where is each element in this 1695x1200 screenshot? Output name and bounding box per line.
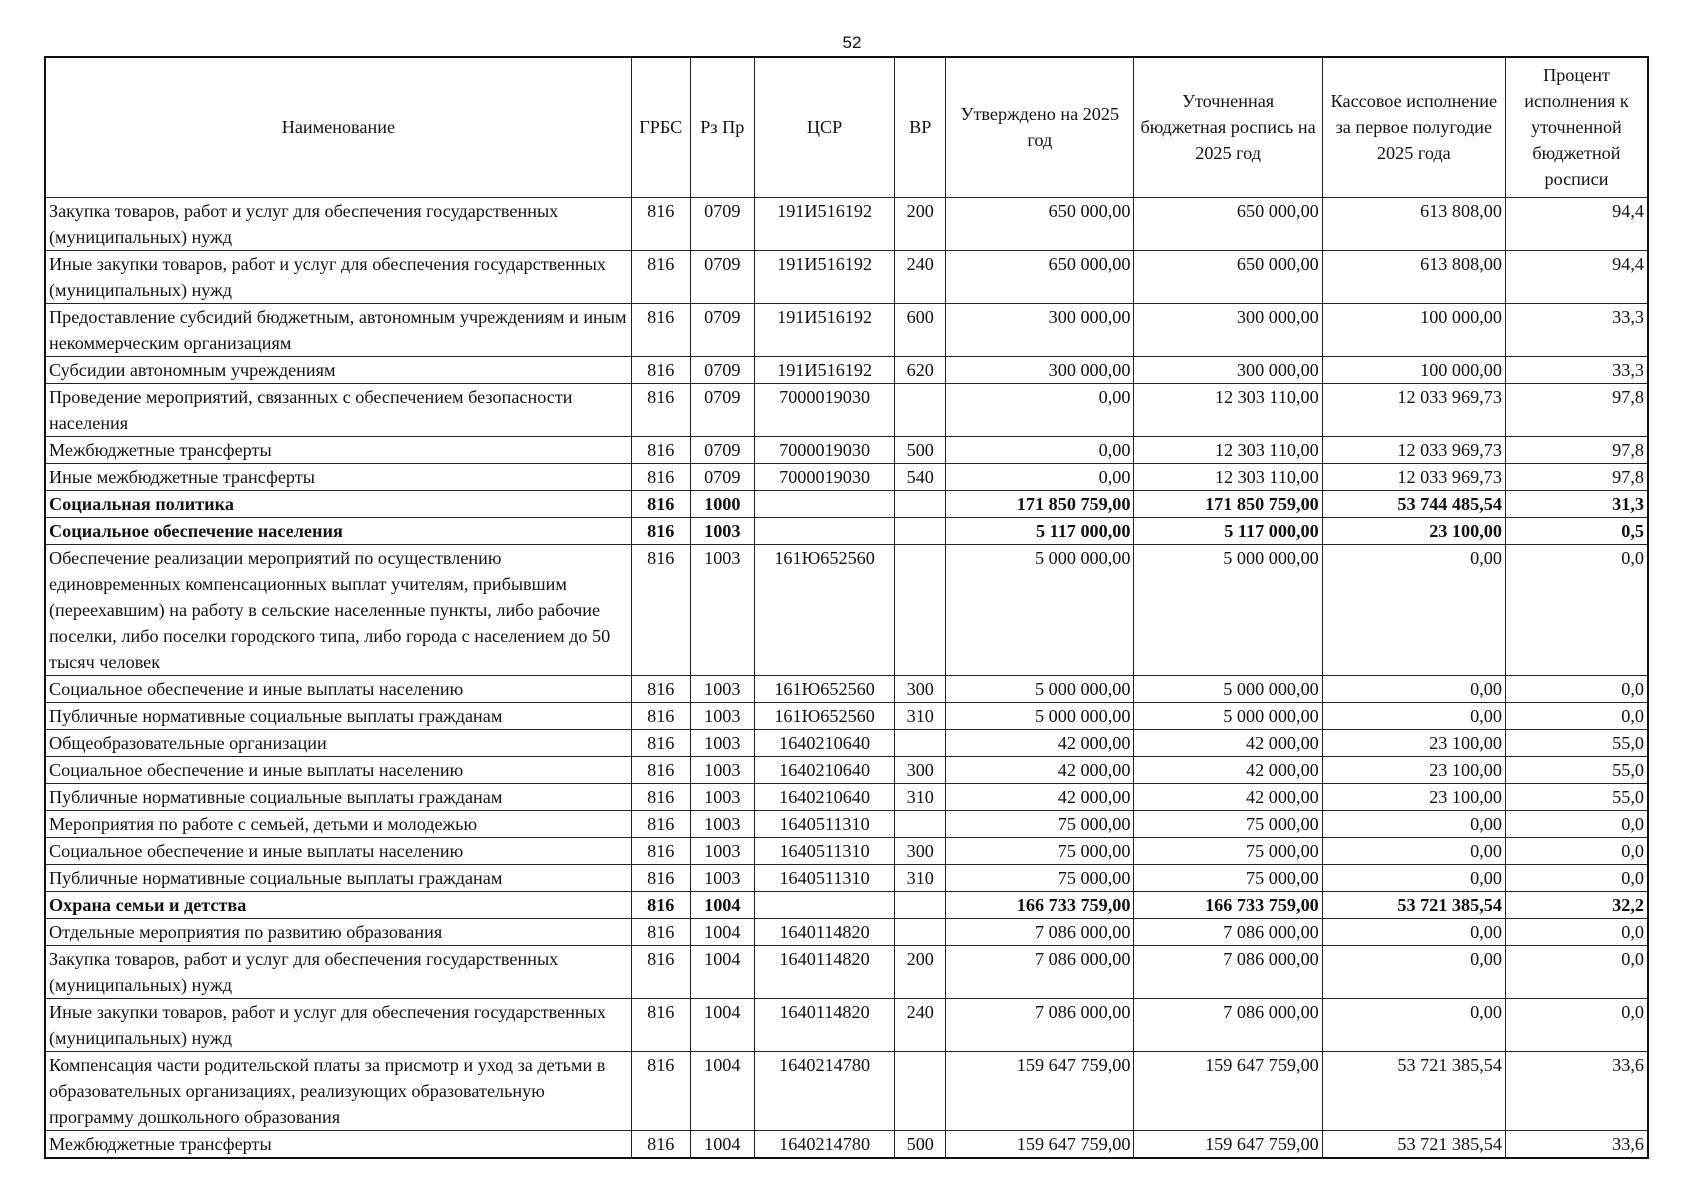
- cell-name: Отдельные мероприятия по развитию образования: [45, 918, 631, 945]
- cell-rzpr: 1003: [690, 864, 754, 891]
- col-header-refined: Уточненная бюджетная роспись на 2025 год: [1134, 57, 1322, 197]
- cell-name: Закупка товаров, работ и услуг для обеспечения государственных (муниципальных) нужд: [45, 945, 631, 998]
- cell-rzpr: 1003: [690, 756, 754, 783]
- cell-rzpr: 1003: [690, 517, 754, 544]
- cell-rzpr: 1003: [690, 702, 754, 729]
- cell-vr: 300: [895, 756, 946, 783]
- cell-percent: 55,0: [1505, 729, 1648, 756]
- cell-approved: 42 000,00: [946, 756, 1134, 783]
- cell-grbs: 816: [631, 436, 690, 463]
- cell-name: Социальное обеспечение и иные выплаты населению: [45, 837, 631, 864]
- table-row: [45, 918, 1648, 945]
- cell-vr: [895, 383, 946, 436]
- cell-percent: 0,0: [1505, 544, 1648, 675]
- cell-percent: 33,6: [1505, 1130, 1648, 1158]
- cell-vr: 600: [895, 303, 946, 356]
- cell-refined: 7 086 000,00: [1134, 918, 1322, 945]
- cell-rzpr: 1004: [690, 1130, 754, 1158]
- cell-approved: 5 117 000,00: [946, 517, 1134, 544]
- cell-refined: 12 303 110,00: [1134, 383, 1322, 436]
- cell-rzpr: 0709: [690, 383, 754, 436]
- cell-percent: 0,0: [1505, 918, 1648, 945]
- cell-csr: 7000019030: [754, 436, 894, 463]
- cell-name: Предоставление субсидий бюджетным, автономным учреждениям и иным некоммерческим организациям: [45, 303, 631, 356]
- cell-approved: 5 000 000,00: [946, 675, 1134, 702]
- cell-grbs: 816: [631, 864, 690, 891]
- cell-name: Обеспечение реализации мероприятий по осуществлению единовременных компенсационных выплат учителям, прибывшим (переехавшим) на работу в сельские населенные пункты, либо рабочие поселки, либо поселки городского типа, либо города с населением до 50 тысяч человек: [45, 544, 631, 675]
- table-row: [45, 490, 1648, 517]
- cell-approved: 42 000,00: [946, 729, 1134, 756]
- cell-rzpr: 0709: [690, 356, 754, 383]
- cell-refined: 7 086 000,00: [1134, 945, 1322, 998]
- cell-csr: 1640511310: [754, 837, 894, 864]
- cell-refined: 42 000,00: [1134, 729, 1322, 756]
- cell-csr: 1640214780: [754, 1130, 894, 1158]
- page-number: 52: [842, 33, 862, 52]
- cell-percent: 33,3: [1505, 356, 1648, 383]
- cell-cash: 0,00: [1322, 675, 1505, 702]
- cell-refined: 159 647 759,00: [1134, 1130, 1322, 1158]
- cell-vr: 620: [895, 356, 946, 383]
- cell-name: Проведение мероприятий, связанных с обеспечением безопасности населения: [45, 383, 631, 436]
- cell-cash: 0,00: [1322, 702, 1505, 729]
- cell-refined: 12 303 110,00: [1134, 436, 1322, 463]
- cell-approved: 159 647 759,00: [946, 1051, 1134, 1130]
- col-header-percent: Процент исполнения к уточненной бюджетной росписи: [1505, 57, 1648, 197]
- cell-refined: 300 000,00: [1134, 303, 1322, 356]
- col-header-grbs: ГРБС: [631, 57, 690, 197]
- cell-grbs: 816: [631, 197, 690, 250]
- cell-refined: 171 850 759,00: [1134, 490, 1322, 517]
- cell-approved: 0,00: [946, 383, 1134, 436]
- cell-vr: 500: [895, 1130, 946, 1158]
- cell-rzpr: 1003: [690, 810, 754, 837]
- cell-vr: 310: [895, 702, 946, 729]
- cell-percent: 33,6: [1505, 1051, 1648, 1130]
- cell-cash: 100 000,00: [1322, 303, 1505, 356]
- cell-grbs: 816: [631, 837, 690, 864]
- cell-grbs: 816: [631, 810, 690, 837]
- cell-cash: 53 721 385,54: [1322, 891, 1505, 918]
- cell-grbs: 816: [631, 490, 690, 517]
- cell-csr: 1640511310: [754, 864, 894, 891]
- cell-approved: 7 086 000,00: [946, 998, 1134, 1051]
- cell-vr: [895, 1051, 946, 1130]
- cell-grbs: 816: [631, 1130, 690, 1158]
- col-header-vr: ВР: [895, 57, 946, 197]
- cell-cash: 53 744 485,54: [1322, 490, 1505, 517]
- table-header: [45, 57, 1648, 197]
- cell-vr: 300: [895, 837, 946, 864]
- cell-refined: 650 000,00: [1134, 197, 1322, 250]
- cell-refined: 75 000,00: [1134, 837, 1322, 864]
- cell-grbs: 816: [631, 463, 690, 490]
- cell-refined: 5 000 000,00: [1134, 675, 1322, 702]
- table-row: [45, 998, 1648, 1051]
- cell-grbs: 816: [631, 517, 690, 544]
- cell-rzpr: 1004: [690, 918, 754, 945]
- cell-refined: 12 303 110,00: [1134, 463, 1322, 490]
- table-row: [45, 756, 1648, 783]
- cell-csr: [754, 517, 894, 544]
- cell-grbs: 816: [631, 702, 690, 729]
- cell-name: Социальное обеспечение и иные выплаты населению: [45, 756, 631, 783]
- cell-percent: 94,4: [1505, 250, 1648, 303]
- cell-csr: 191И516192: [754, 250, 894, 303]
- cell-refined: 5 000 000,00: [1134, 544, 1322, 675]
- table-row: [45, 702, 1648, 729]
- table-row: [45, 864, 1648, 891]
- cell-percent: 0,0: [1505, 675, 1648, 702]
- table-row: [45, 356, 1648, 383]
- table-row: [45, 436, 1648, 463]
- cell-csr: 1640114820: [754, 998, 894, 1051]
- table-row: [45, 544, 1648, 675]
- cell-csr: 7000019030: [754, 463, 894, 490]
- table-row: [45, 303, 1648, 356]
- cell-rzpr: 0709: [690, 436, 754, 463]
- cell-cash: 23 100,00: [1322, 783, 1505, 810]
- cell-rzpr: 1004: [690, 945, 754, 998]
- cell-name: Иные закупки товаров, работ и услуг для обеспечения государственных (муниципальных) нужд: [45, 998, 631, 1051]
- cell-percent: 0,0: [1505, 998, 1648, 1051]
- cell-refined: 42 000,00: [1134, 783, 1322, 810]
- cell-approved: 5 000 000,00: [946, 702, 1134, 729]
- table-row: [45, 675, 1648, 702]
- cell-vr: 540: [895, 463, 946, 490]
- cell-rzpr: 1004: [690, 1051, 754, 1130]
- cell-refined: 159 647 759,00: [1134, 1051, 1322, 1130]
- cell-vr: [895, 810, 946, 837]
- cell-refined: 42 000,00: [1134, 756, 1322, 783]
- cell-name: Межбюджетные трансферты: [45, 1130, 631, 1158]
- cell-percent: 94,4: [1505, 197, 1648, 250]
- cell-rzpr: 0709: [690, 463, 754, 490]
- cell-csr: 1640214780: [754, 1051, 894, 1130]
- cell-csr: [754, 891, 894, 918]
- cell-vr: 200: [895, 945, 946, 998]
- cell-approved: 7 086 000,00: [946, 945, 1134, 998]
- cell-cash: 0,00: [1322, 998, 1505, 1051]
- table-row: [45, 1051, 1648, 1130]
- cell-name: Компенсация части родительской платы за присмотр и уход за детьми в образовательных организациях, реализующих образовательную программу дошкольного образования: [45, 1051, 631, 1130]
- cell-grbs: 816: [631, 998, 690, 1051]
- cell-name: Охрана семьи и детства: [45, 891, 631, 918]
- col-header-csr: ЦСР: [754, 57, 894, 197]
- cell-csr: 1640210640: [754, 783, 894, 810]
- cell-rzpr: 0709: [690, 303, 754, 356]
- cell-rzpr: 1000: [690, 490, 754, 517]
- cell-grbs: 816: [631, 383, 690, 436]
- cell-percent: 0,5: [1505, 517, 1648, 544]
- cell-csr: 191И516192: [754, 197, 894, 250]
- cell-name: Межбюджетные трансферты: [45, 436, 631, 463]
- cell-csr: 191И516192: [754, 303, 894, 356]
- cell-vr: 240: [895, 998, 946, 1051]
- cell-csr: 161Ю652560: [754, 702, 894, 729]
- cell-approved: 300 000,00: [946, 356, 1134, 383]
- cell-grbs: 816: [631, 544, 690, 675]
- cell-rzpr: 0709: [690, 197, 754, 250]
- cell-vr: [895, 544, 946, 675]
- cell-percent: 0,0: [1505, 945, 1648, 998]
- cell-cash: 0,00: [1322, 837, 1505, 864]
- cell-name: Субсидии автономным учреждениям: [45, 356, 631, 383]
- cell-approved: 75 000,00: [946, 864, 1134, 891]
- cell-refined: 75 000,00: [1134, 864, 1322, 891]
- cell-csr: 7000019030: [754, 383, 894, 436]
- cell-vr: [895, 517, 946, 544]
- table-row: [45, 517, 1648, 544]
- cell-name: Социальная политика: [45, 490, 631, 517]
- cell-cash: 12 033 969,73: [1322, 436, 1505, 463]
- cell-percent: 97,8: [1505, 436, 1648, 463]
- cell-cash: 100 000,00: [1322, 356, 1505, 383]
- cell-percent: 31,3: [1505, 490, 1648, 517]
- cell-percent: 0,0: [1505, 702, 1648, 729]
- cell-approved: 75 000,00: [946, 810, 1134, 837]
- cell-grbs: 816: [631, 250, 690, 303]
- table-row: [45, 383, 1648, 436]
- cell-approved: 0,00: [946, 436, 1134, 463]
- cell-name: Закупка товаров, работ и услуг для обеспечения государственных (муниципальных) нужд: [45, 197, 631, 250]
- cell-csr: 1640210640: [754, 756, 894, 783]
- cell-cash: 23 100,00: [1322, 756, 1505, 783]
- col-header-approved: Утверждено на 2025 год: [946, 57, 1134, 197]
- cell-refined: 75 000,00: [1134, 810, 1322, 837]
- cell-name: Публичные нормативные социальные выплаты гражданам: [45, 702, 631, 729]
- cell-approved: 650 000,00: [946, 197, 1134, 250]
- table-row: [45, 891, 1648, 918]
- table-row: [45, 729, 1648, 756]
- cell-percent: 0,0: [1505, 864, 1648, 891]
- cell-cash: 23 100,00: [1322, 729, 1505, 756]
- table-row: [45, 463, 1648, 490]
- cell-rzpr: 0709: [690, 250, 754, 303]
- table-row: [45, 197, 1648, 250]
- cell-cash: 23 100,00: [1322, 517, 1505, 544]
- cell-rzpr: 1003: [690, 837, 754, 864]
- cell-grbs: 816: [631, 1051, 690, 1130]
- cell-cash: 53 721 385,54: [1322, 1130, 1505, 1158]
- cell-percent: 0,0: [1505, 837, 1648, 864]
- col-header-name: Наименование: [45, 57, 631, 197]
- cell-percent: 97,8: [1505, 463, 1648, 490]
- cell-cash: 613 808,00: [1322, 250, 1505, 303]
- cell-vr: [895, 918, 946, 945]
- cell-cash: 0,00: [1322, 810, 1505, 837]
- cell-rzpr: 1003: [690, 675, 754, 702]
- cell-vr: 310: [895, 783, 946, 810]
- cell-refined: 5 000 000,00: [1134, 702, 1322, 729]
- cell-approved: 171 850 759,00: [946, 490, 1134, 517]
- cell-refined: 650 000,00: [1134, 250, 1322, 303]
- cell-refined: 166 733 759,00: [1134, 891, 1322, 918]
- cell-vr: 200: [895, 197, 946, 250]
- cell-rzpr: 1004: [690, 998, 754, 1051]
- cell-percent: 55,0: [1505, 756, 1648, 783]
- cell-grbs: 816: [631, 303, 690, 356]
- cell-csr: 191И516192: [754, 356, 894, 383]
- cell-csr: 161Ю652560: [754, 675, 894, 702]
- cell-grbs: 816: [631, 918, 690, 945]
- cell-vr: [895, 729, 946, 756]
- cell-approved: 159 647 759,00: [946, 1130, 1134, 1158]
- cell-percent: 0,0: [1505, 810, 1648, 837]
- cell-approved: 650 000,00: [946, 250, 1134, 303]
- table-row: [45, 945, 1648, 998]
- cell-refined: 5 117 000,00: [1134, 517, 1322, 544]
- table-row: [45, 250, 1648, 303]
- cell-vr: 500: [895, 436, 946, 463]
- cell-csr: 161Ю652560: [754, 544, 894, 675]
- cell-approved: 42 000,00: [946, 783, 1134, 810]
- cell-csr: 1640114820: [754, 945, 894, 998]
- cell-csr: 1640210640: [754, 729, 894, 756]
- cell-vr: 300: [895, 675, 946, 702]
- cell-grbs: 816: [631, 729, 690, 756]
- cell-name: Публичные нормативные социальные выплаты гражданам: [45, 783, 631, 810]
- cell-percent: 55,0: [1505, 783, 1648, 810]
- cell-approved: 5 000 000,00: [946, 544, 1134, 675]
- cell-grbs: 816: [631, 891, 690, 918]
- cell-cash: 12 033 969,73: [1322, 463, 1505, 490]
- cell-grbs: 816: [631, 783, 690, 810]
- cell-cash: 12 033 969,73: [1322, 383, 1505, 436]
- cell-vr: 310: [895, 864, 946, 891]
- table-body: [45, 197, 1648, 1158]
- cell-vr: [895, 490, 946, 517]
- table-row: [45, 810, 1648, 837]
- cell-approved: 166 733 759,00: [946, 891, 1134, 918]
- cell-approved: 7 086 000,00: [946, 918, 1134, 945]
- col-header-cash: Кассовое исполнение за первое полугодие 2025 года: [1322, 57, 1505, 197]
- cell-refined: 7 086 000,00: [1134, 998, 1322, 1051]
- cell-cash: 0,00: [1322, 945, 1505, 998]
- cell-cash: 613 808,00: [1322, 197, 1505, 250]
- cell-name: Публичные нормативные социальные выплаты гражданам: [45, 864, 631, 891]
- cell-rzpr: 1003: [690, 544, 754, 675]
- cell-rzpr: 1003: [690, 729, 754, 756]
- cell-approved: 300 000,00: [946, 303, 1134, 356]
- cell-percent: 33,3: [1505, 303, 1648, 356]
- cell-name: Социальное обеспечение и иные выплаты населению: [45, 675, 631, 702]
- cell-grbs: 816: [631, 945, 690, 998]
- cell-cash: 0,00: [1322, 544, 1505, 675]
- cell-vr: 240: [895, 250, 946, 303]
- cell-vr: [895, 891, 946, 918]
- cell-approved: 0,00: [946, 463, 1134, 490]
- cell-grbs: 816: [631, 756, 690, 783]
- cell-approved: 75 000,00: [946, 837, 1134, 864]
- cell-csr: 1640114820: [754, 918, 894, 945]
- cell-grbs: 816: [631, 675, 690, 702]
- cell-grbs: 816: [631, 356, 690, 383]
- col-header-rzpr: Рз Пр: [690, 57, 754, 197]
- cell-refined: 300 000,00: [1134, 356, 1322, 383]
- budget-execution-table: [44, 56, 1649, 1159]
- cell-cash: 53 721 385,54: [1322, 1051, 1505, 1130]
- table-row: [45, 1130, 1648, 1158]
- cell-name: Социальное обеспечение населения: [45, 517, 631, 544]
- cell-cash: 0,00: [1322, 918, 1505, 945]
- cell-name: Иные межбюджетные трансферты: [45, 463, 631, 490]
- cell-percent: 32,2: [1505, 891, 1648, 918]
- cell-name: Иные закупки товаров, работ и услуг для обеспечения государственных (муниципальных) нужд: [45, 250, 631, 303]
- cell-cash: 0,00: [1322, 864, 1505, 891]
- cell-csr: 1640511310: [754, 810, 894, 837]
- cell-percent: 97,8: [1505, 383, 1648, 436]
- cell-name: Мероприятия по работе с семьей, детьми и молодежью: [45, 810, 631, 837]
- table-row: [45, 783, 1648, 810]
- cell-csr: [754, 490, 894, 517]
- cell-rzpr: 1004: [690, 891, 754, 918]
- cell-rzpr: 1003: [690, 783, 754, 810]
- cell-name: Общеобразовательные организации: [45, 729, 631, 756]
- table-row: [45, 837, 1648, 864]
